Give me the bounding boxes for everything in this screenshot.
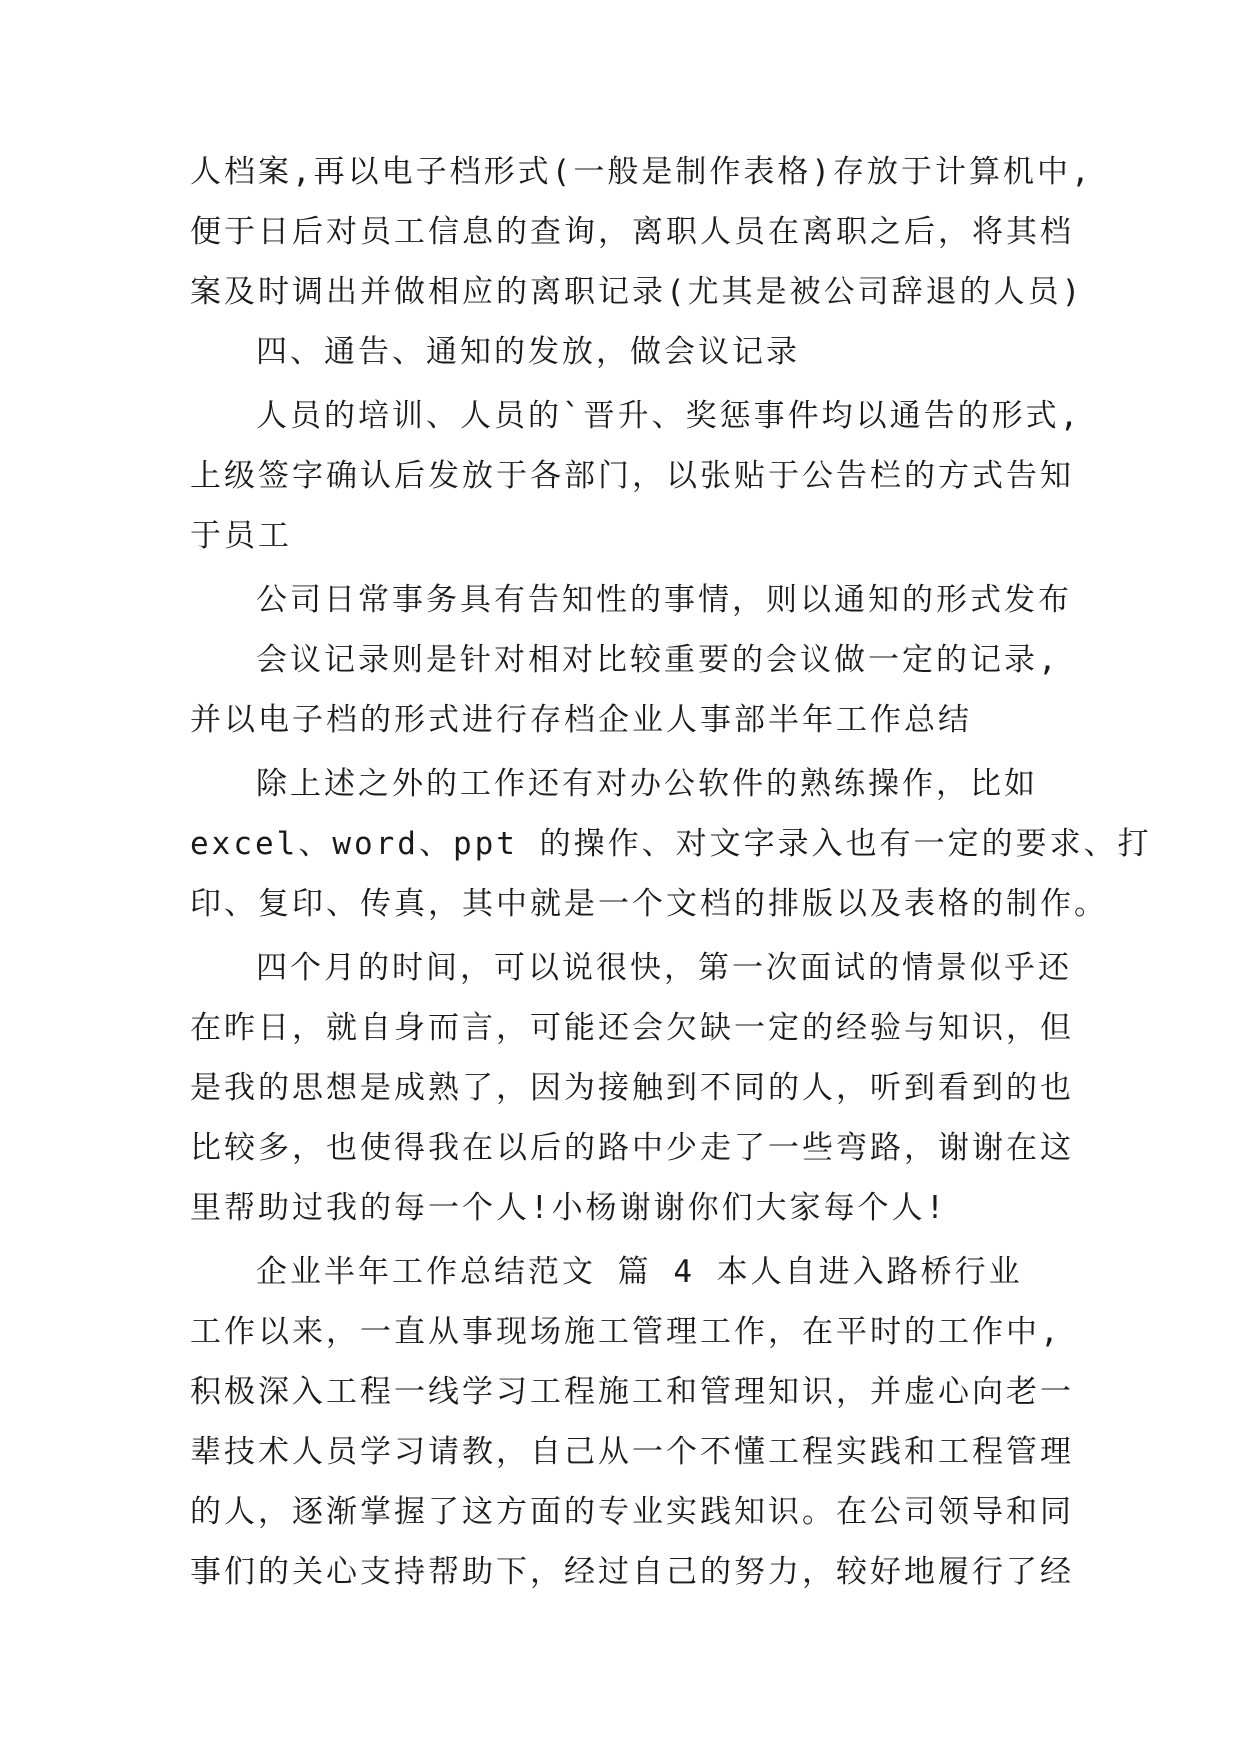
text-line: 辈技术人员学习请教，自己从一个不懂工程实践和工程管理 [190,1434,1074,1470]
text-line: 于员工 [190,518,292,554]
section-heading-line: 企业半年工作总结范文 篇 4 本人自进入路桥行业 [256,1254,1023,1290]
text-line: 四、通告、通知的发放，做会议记录 [256,334,800,370]
text-line: 人档案,再以电子档形式(一般是制作表格)存放于计算机中, [190,154,1093,190]
text-line: 除上述之外的工作还有对办公软件的熟练操作，比如 [256,766,1038,802]
text-line: 四个月的时间，可以说很快，第一次面试的情景似乎还 [256,950,1072,986]
text-line: 是我的思想是成熟了，因为接触到不同的人，听到看到的也 [190,1070,1074,1106]
text-line: 事们的关心支持帮助下，经过自己的努力，较好地履行了经 [190,1554,1074,1590]
text-line: 比较多，也使得我在以后的路中少走了一些弯路，谢谢在这 [190,1130,1074,1166]
text-line: 印、复印、传真，其中就是一个文档的排版以及表格的制作。 [190,886,1108,922]
text-line: 里帮助过我的每一个人!小杨谢谢你们大家每个人! [190,1190,948,1226]
text-line: 积极深入工程一线学习工程施工和管理知识，并虚心向老一 [190,1374,1074,1410]
text-line: 公司日常事务具有告知性的事情，则以通知的形式发布 [256,582,1072,618]
text-line: 并以电子档的形式进行存档企业人事部半年工作总结 [190,702,972,738]
text-line: 上级签字确认后发放于各部门，以张贴于公告栏的方式告知 [190,458,1074,494]
text-line: 人员的培训、人员的`晋升、奖惩事件均以通告的形式, [256,398,1082,434]
text-line: excel、word、ppt 的操作、对文字录入也有一定的要求、打 [190,826,1152,862]
text-line: 工作以来，一直从事现场施工管理工作，在平时的工作中, [190,1314,1062,1350]
text-line: 便于日后对员工信息的查询，离职人员在离职之后，将其档 [190,214,1074,250]
text-line: 会议记录则是针对相对比较重要的会议做一定的记录, [256,642,1060,678]
text-line: 的人，逐渐掌握了这方面的专业实践知识。在公司领导和同 [190,1494,1074,1530]
text-line: 案及时调出并做相应的离职记录(尤其是被公司辞退的人员) [190,274,1084,310]
text-line: 在昨日，就自身而言，可能还会欠缺一定的经验与知识，但 [190,1010,1074,1046]
